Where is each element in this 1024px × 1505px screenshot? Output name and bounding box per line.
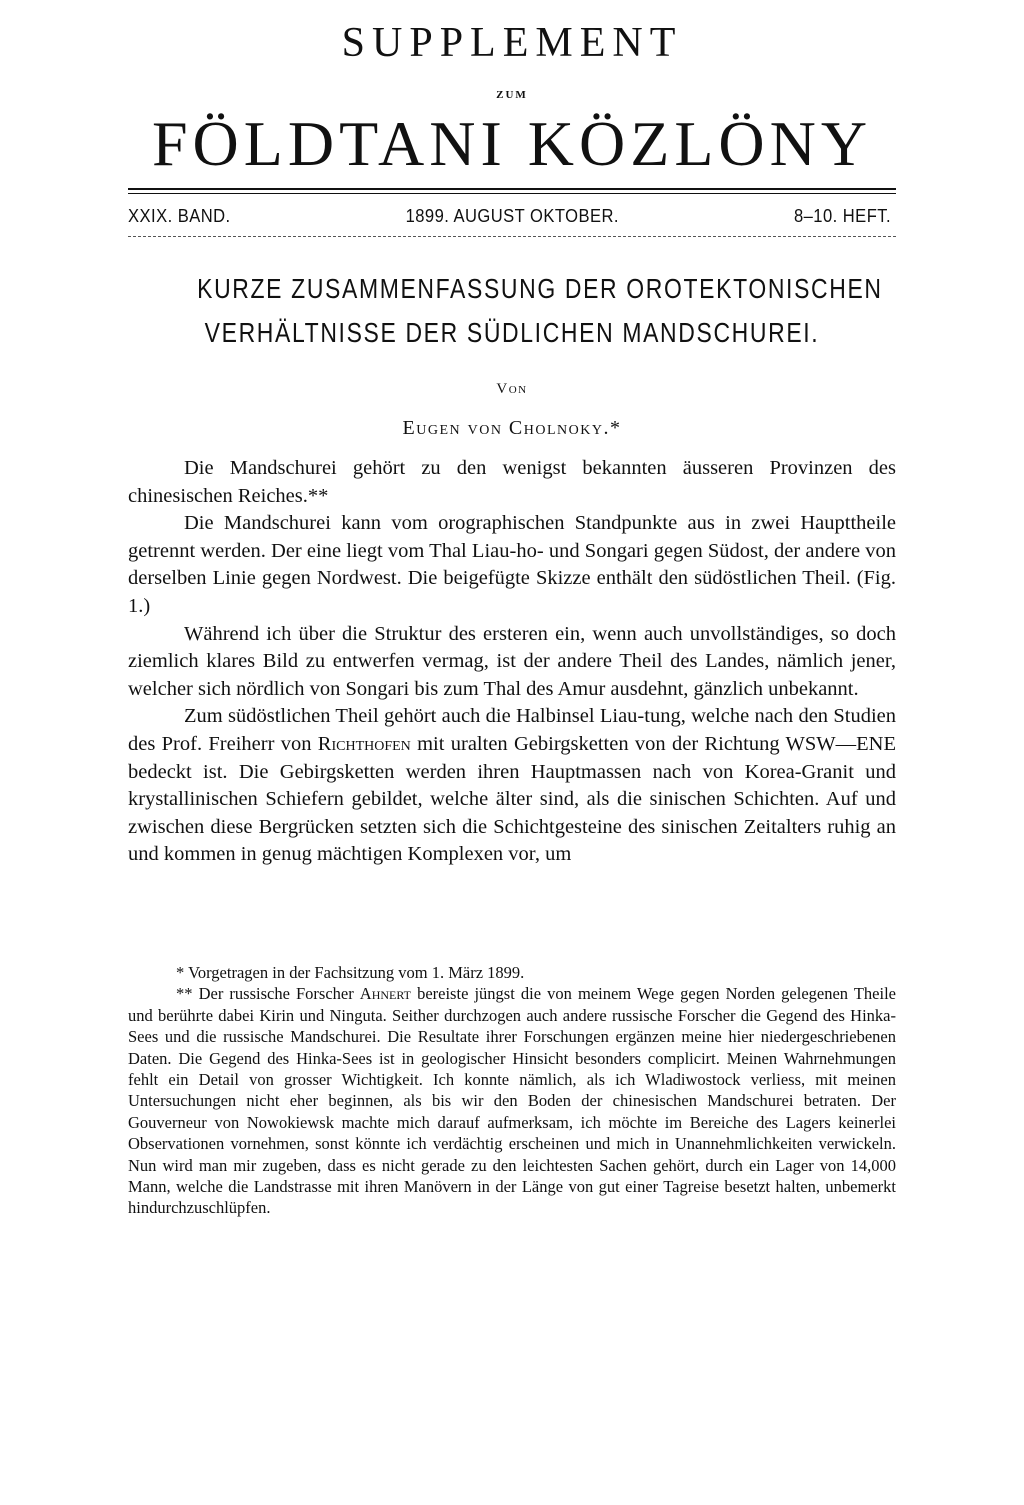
body-paragraph-2: Die Mandschurei kann vom orographischen Standpunkte aus in zwei Haupttheile getrennt werden. Der eine liegt vom Thal Liau-ho- und Songari gegen Südost, der andere von derselben Linie gegen Nordwest. Die beigefügte Skizze enthält den südöstlichen Theil. (Fig. 1.) [128,512,896,617]
body-paragraph-4-end: mit uralten Gebirgsketten von der Richtung WSW—ENE bedeckt ist. Die Gebirgsketten werden ihren Hauptmassen nach von Korea-Granit und krystallinischen Schiefern gebildet, welche älter sind, als die sinischen Schichten. Auf und zwischen diese Bergrücken setzten sich die Schichtgesteine des sinischen Zeitalters ruhig an und kommen in genug mächtigen Komplexen vor, um [128,732,897,866]
article-title [197,267,883,355]
article-title-line-1: KURZE ZUSAMMENFASSUNG DER OROTEKTONISCHEN [197,273,883,304]
footnote-2-end: bereiste jüngst die von meinem Wege gegen Norden gelegenen Theile und berührte dabei Kirin und Ninguta. Seither durchzogen auch andere russische Forscher die Gegend des Hinka-Sees und die russische Mandschurei. Die Resultate ihrer Forschungen ergänzen meine hier niedergeschriebenen Daten. Die Gegend des Hinka-Sees ist in geologischer Hinsicht besonders complicirt. Meinen Wahrnehmungen fehlt ein Detail von grosser Wichtigkeit. Ich konnte nämlich, als ich Wladiwostock verliess, mit meinen Untersuchungen nicht eher beginnen, als bis wir den Boden der chinesischen Mandschurei betraten. Der Gouverneur von Nowokiewsk machte mich darauf aufmerksam, ich möchte im Bereiche des Lagers keinerlei Observationen vornehmen, sonst könnte ich verdächtig erscheinen und mich in Unannehmlichkeiten verwickeln. Nun wird man mir zugeben, dass es nicht gerade zu den leichtesten Sachen gehört, durch ein Lager von 14,000 Mann, welche die Landstrasse mit ihren Manövern in der Länge von gut einer Tagreise besetzt halten, unbemerkt hindurchzuschlüpfen. [128,984,896,1218]
issue-date: 1899. AUGUST OKTOBER. [405,206,619,226]
person-name-ahnert: Ahnert [359,984,411,1004]
issue-number: 8–10. HEFT. [793,206,892,226]
zum-label: ZUM [496,89,528,101]
article-title-line-2: VERHÄLTNISSE DER SÜDLICHEN MANDSCHUREI. [204,317,820,348]
body-paragraph-4 [128,703,896,869]
journal-page [128,0,897,1218]
footnote-2 [128,983,896,1218]
issue-line [128,204,891,228]
issue-volume: XXIX. BAND. [128,206,231,226]
person-name-richthofen: Richthofen [317,732,411,755]
footnote-1: * Vorgetragen in der Fachsitzung vom 1. März 1899. [176,963,525,982]
supplement-heading: SUPPLEMENT [341,20,683,66]
footnotes [128,962,896,1219]
article-body [128,455,896,869]
journal-title: FÖLDTANI KÖZLÖNY [151,108,873,179]
issue-rule [128,236,896,237]
author-name: Eugen von Cholnoky.* [402,417,622,439]
body-paragraph-3: Während ich über die Struktur des ersteren ein, wenn auch unvollständiges, so doch ziemlich klares Bild zu entwerfen vermag, ist der andere Theil des Landes, nämlich jener, welcher sich nördlich von Songari bis zum Thal des Amur ausdehnt, gänzlich unbekannt. [128,622,896,700]
body-paragraph-4-start: Zum südöstlichen Theil gehört auch die Halbinsel Liau-tung, welche nach den Studien des Prof. Freiherr von [128,705,896,755]
footnote-2-start: ** Der russische Forscher [176,984,360,1004]
masthead-rule [128,188,896,194]
body-paragraph-1: Die Mandschurei gehört zu den wenigst bekannten äusseren Provinzen des chinesischen Reiches.** [128,457,896,507]
by-line: Von [496,381,528,397]
